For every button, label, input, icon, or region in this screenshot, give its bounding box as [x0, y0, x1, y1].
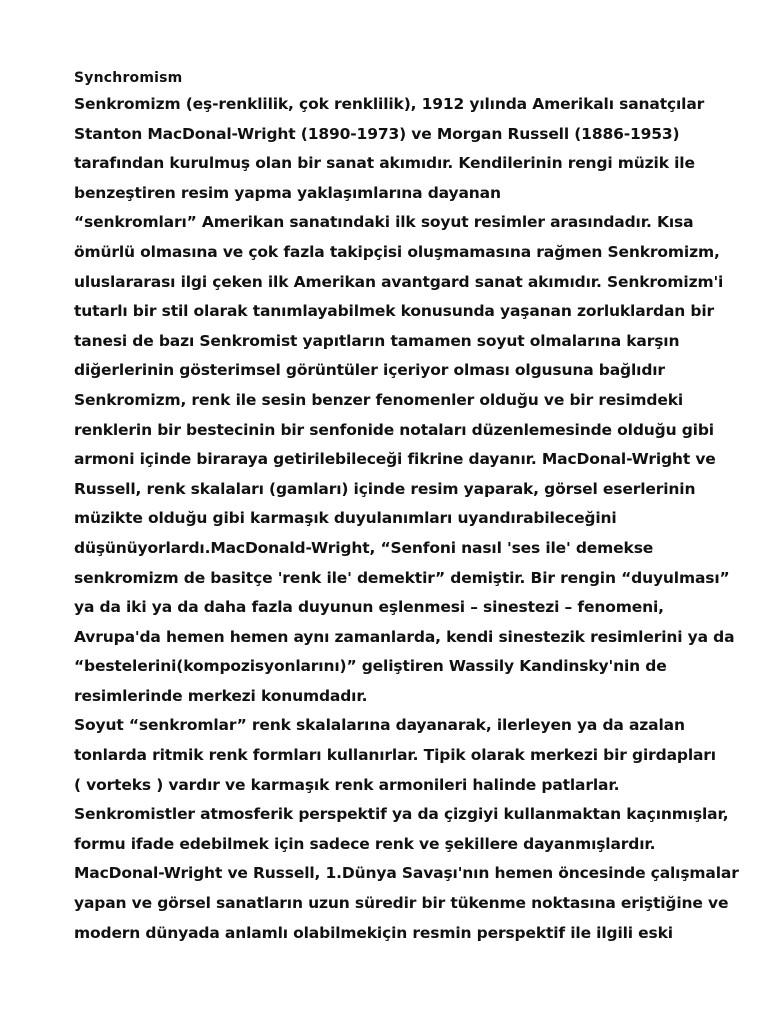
document-page — [74, 68, 739, 948]
text-line: ( vorteks ) vardır ve karmaşık renk armonileri halinde patlarlar. — [74, 775, 620, 794]
text-line: “bestelerini(kompozisyonlarını)” geliştiren Wassily Kandinsky'nin de — [74, 657, 667, 676]
text-line: modern dünyada anlamlı olabilmekiçin resmin perspektif ile ilgili eski — [74, 923, 673, 942]
text-line: yapan ve görsel sanatların uzun süredir bir tükenme noktasına eriştiğine ve — [74, 894, 729, 913]
text-line: armoni içinde biraraya getirilebileceği fikrine dayanır. MacDonal-Wright ve — [74, 450, 716, 469]
text-line: müzikte olduğu gibi karmaşık duyulanımları uyandırabileceğini — [74, 509, 617, 528]
text-line: Russell, renk skalaları (gamları) içinde resim yaparak, görsel eserlerinin — [74, 479, 696, 498]
document-heading: Synchromism — [74, 70, 183, 86]
text-line: “senkromları” Amerikan sanatındaki ilk soyut resimler arasındadır. Kısa — [74, 213, 694, 232]
text-line: uluslararası ilgi çeken ilk Amerikan avantgard sanat akımıdır. Senkromizm'i — [74, 272, 724, 291]
text-line: Senkromizm, renk ile sesin benzer fenomenler olduğu ve bir resimdeki — [74, 390, 684, 409]
text-line: Soyut “senkromlar” renk skalalarına dayanarak, ilerleyen ya da azalan — [74, 716, 685, 735]
document-body — [74, 90, 739, 948]
text-line: Avrupa'da hemen hemen aynı zamanlarda, kendi sinestezik resimlerini ya da — [74, 627, 735, 646]
text-line: benzeştiren resim yapma yaklaşımlarına dayanan — [74, 183, 501, 202]
text-line: formu ifade edebilmek için sadece renk ve şekillere dayanmışlardır. — [74, 834, 656, 853]
text-line: düşünüyorlardı.MacDonald-Wright, “Senfoni nasıl 'ses ile' demekse — [74, 538, 654, 557]
text-line: ya da iki ya da daha fazla duyunun eşlenmesi – sinestezi – fenomeni, — [74, 598, 664, 617]
text-line: Stanton MacDonal-Wright (1890-1973) ve Morgan Russell (1886-1953) — [74, 124, 680, 143]
text-line: tonlarda ritmik renk formları kullanırlar. Tipik olarak merkezi bir girdapları — [74, 746, 716, 765]
text-line: tanesi de bazı Senkromist yapıtların tamamen soyut olmalarına karşın — [74, 331, 680, 350]
text-line: ömürlü olmasına ve çok fazla takipçisi oluşmamasına rağmen Senkromizm, — [74, 242, 720, 261]
text-line: tutarlı bir stil olarak tanımlayabilmek konusunda yaşanan zorluklardan bir — [74, 302, 714, 321]
text-line: senkromizm de basitçe 'renk ile' demektir” demiştir. Bir rengin “duyulması” — [74, 568, 730, 587]
text-line: Senkromistler atmosferik perspektif ya da çizgiyi kullanmaktan kaçınmışlar, — [74, 805, 729, 824]
text-line: renklerin bir bestecinin bir senfonide notaları düzenlemesinde olduğu gibi — [74, 420, 714, 439]
text-line: Senkromizm (eş-renklilik, çok renklilik), 1912 yılında Amerikalı sanatçılar — [74, 95, 705, 113]
text-line: MacDonal-Wright ve Russell, 1.Dünya Savaşı'nın hemen öncesinde çalışmalar — [74, 864, 739, 883]
text-line: tarafından kurulmuş olan bir sanat akımıdır. Kendilerinin rengi müzik ile — [74, 154, 695, 173]
text-line: diğerlerinin gösterimsel görüntüler içeriyor olması olgusuna bağlıdır — [74, 361, 665, 380]
text-line: resimlerinde merkezi konumdadır. — [74, 686, 368, 705]
